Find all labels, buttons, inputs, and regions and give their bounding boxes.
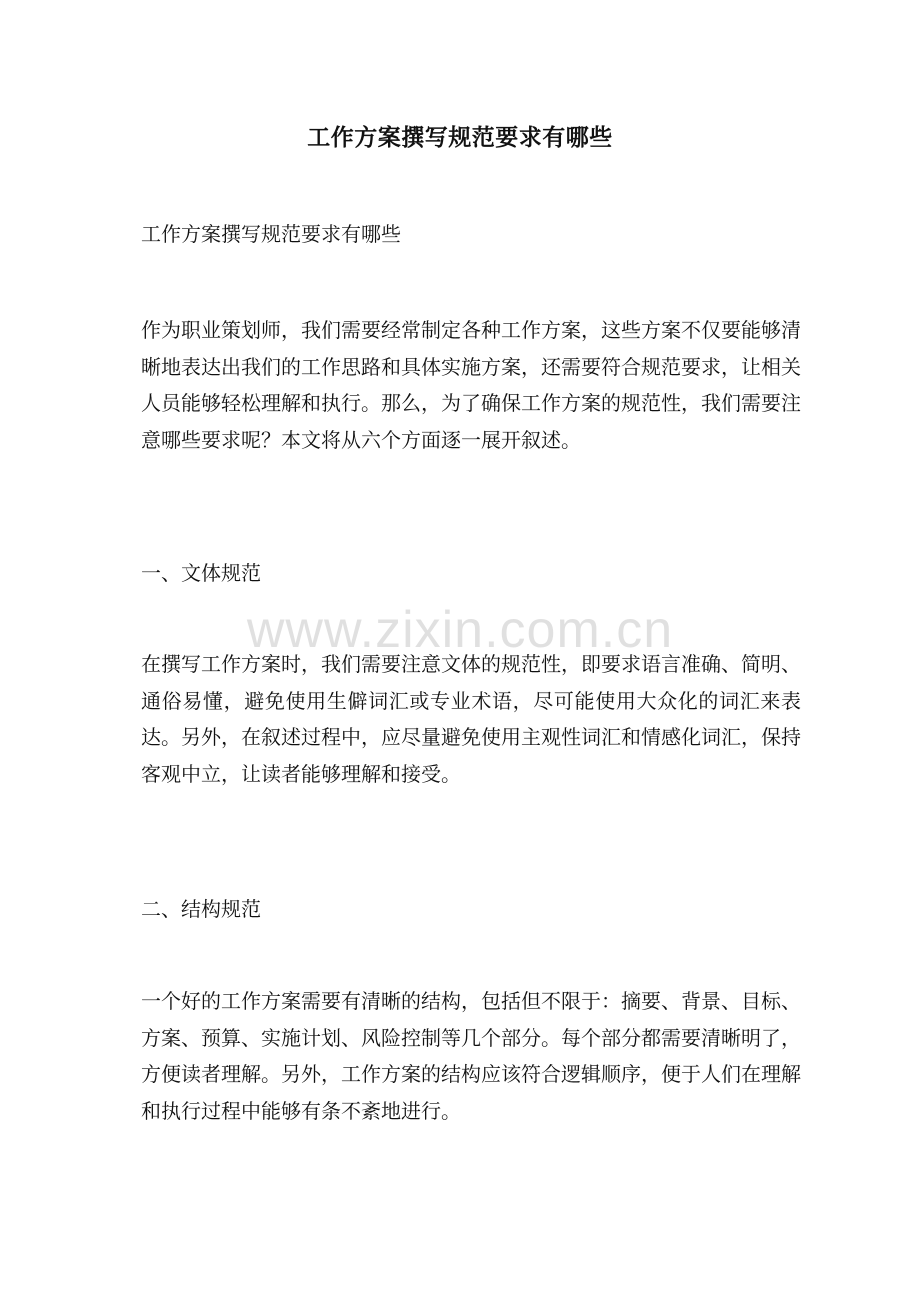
section-body-structure: 一个好的工作方案需要有清晰的结构，包括但不限于：摘要、背景、目标、方案、预算、实施计划、风险控制等几个部分。每个部分都需要清晰明了，方便读者理解。另外，工作方案的结构应该符合逻辑顺序，便于人们在理解和执行过程中能够有条不紊地进行。 (141, 989, 801, 1123)
intro-paragraph: 作为职业策划师，我们需要经常制定各种工作方案，这些方案不仅要能够清晰地表达出我们的工作思路和具体实施方案，还需要符合规范要求，让相关人员能够轻松理解和执行。那么，为了确保工作方案的规范性，我们需要注意哪些要求呢？本文将从六个方面逐一展开叙述。 (141, 318, 801, 452)
watermark: www.zixin.com.cn (246, 601, 674, 659)
section-heading-style: 一、文体规范 (141, 561, 261, 585)
section-body-style: 在撰写工作方案时，我们需要注意文体的规范性，即要求语言准确、简明、通俗易懂，避免使用生僻词汇或专业术语，尽可能使用大众化的词汇来表达。另外，在叙述过程中，应尽量避免使用主观性词汇和情感化词汇，保持客观中立，让读者能够理解和接受。 (141, 652, 801, 786)
section-heading-structure: 二、结构规范 (141, 897, 261, 921)
document-subtitle: 工作方案撰写规范要求有哪些 (141, 222, 401, 246)
document-title: 工作方案撰写规范要求有哪些 (307, 124, 613, 151)
